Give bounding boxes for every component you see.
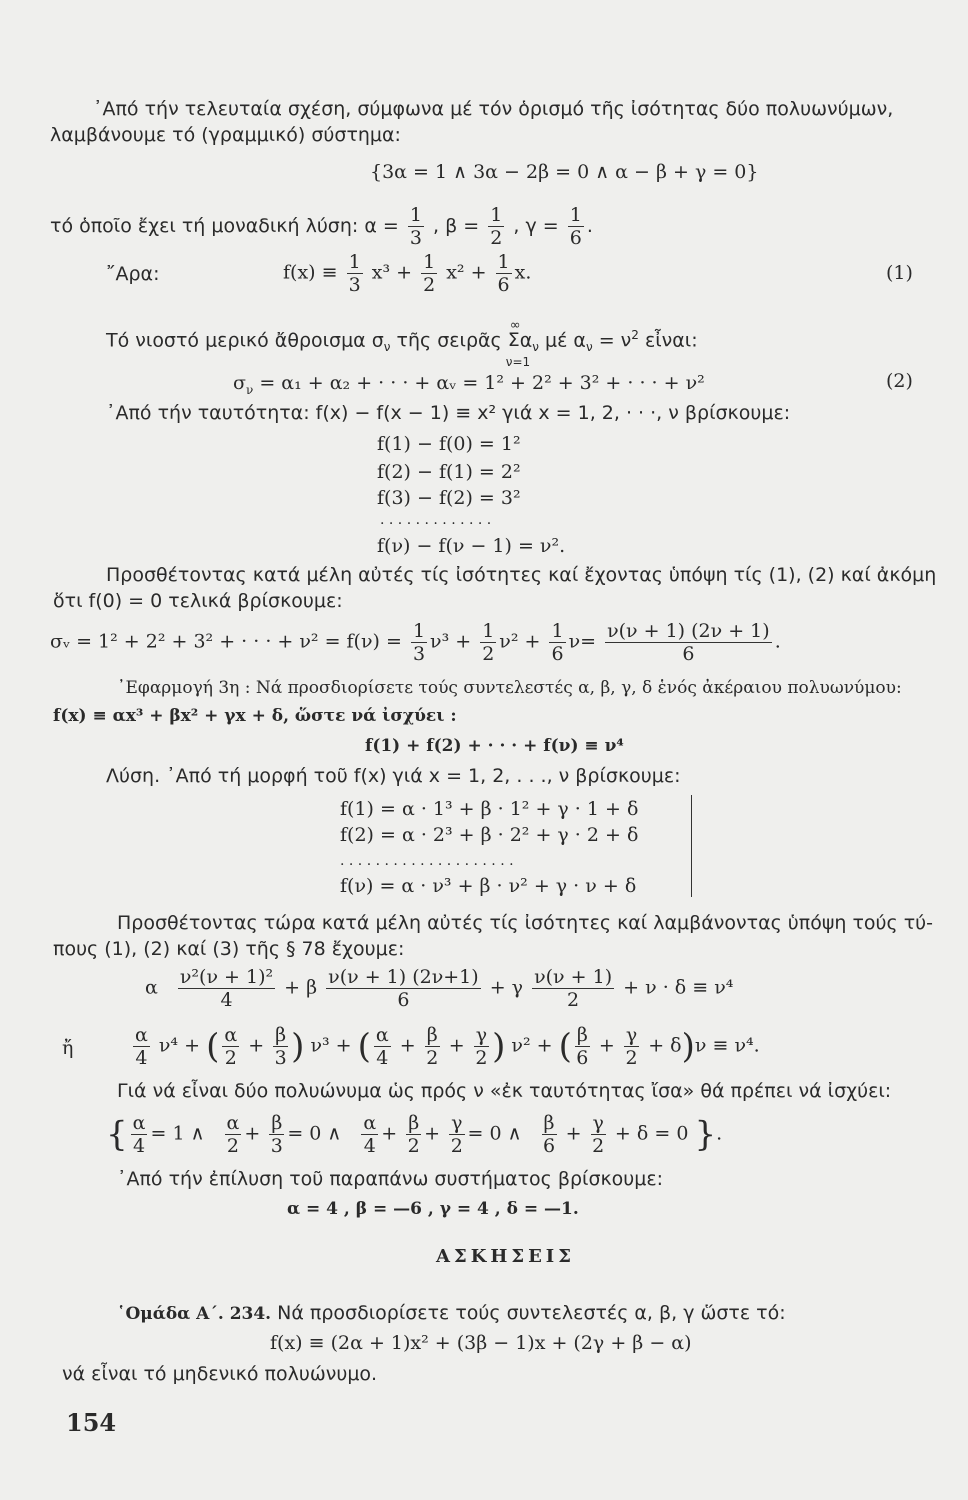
diff-row: . . . . . . . . . . . . .	[380, 512, 492, 528]
text-line: Γιά νά εἶναι δύο πολυώνυμα ὡς πρός ν «ἐκ ταυτότητας ἴσα» θά πρέπει νά ἰσχύει:	[117, 1080, 892, 1102]
application-title: ᾿Εφαρμογή 3η : Νά προσδιορίσετε τούς συντελεστές α, β, γ, δ ἑνός ἀκέραιου πολυωνύμου:	[117, 678, 902, 698]
eta-label: ἤ	[62, 1037, 74, 1059]
fx-equation: f(x) ≡ $\frac{1}{3}$ x³ + $\frac{1}{2}$ x² + $\frac{1}{6}$ x.	[283, 251, 532, 296]
application-line: f(x) ≡ αx³ + βx² + γx + δ, ὥστε νά ἰσχύει :	[53, 706, 457, 726]
f-row: . . . . . . . . . . . . . . . . . . . .	[340, 853, 514, 869]
equation-number: (2)	[886, 370, 913, 392]
sum-bottom: ν=1	[505, 355, 531, 370]
equation-number: (1)	[886, 262, 913, 284]
f-row: f(1) = α · 1³ + β · 1² + γ · 1 + δ	[340, 798, 639, 820]
text-line: Προσθέτοντας κατά μέλη αὐτές τίς ἰσότητες καί ἔχοντας ὑπόψη τίς (1), (2) καί ἀκόμη	[106, 564, 937, 586]
exercise-label: ῾Ομάδα Α΄. 234.	[117, 1304, 272, 1324]
solution-text: τό ὁποῖο ἔχει τή μοναδική λύση: α =	[50, 215, 399, 237]
text-line: ᾿Από τήν ἐπίλυση τοῦ παραπάνω συστήματος βρίσκουμε:	[117, 1168, 664, 1190]
final-solution: α = 4 , β = —6 , γ = 4 , δ = —1.	[287, 1199, 579, 1219]
diff-row: f(2) − f(1) = 2²	[377, 461, 521, 483]
ara-label: ῎Αρα:	[106, 263, 160, 285]
fx-label: f(x) ≡	[283, 261, 338, 284]
section-title: ΑΣΚΗΣΕΙΣ	[436, 1246, 575, 1267]
text-line: νά εἶναι τό μηδενικό πολυώνυμο.	[62, 1363, 378, 1385]
application-line: f(1) + f(2) + · · · + f(ν) ≡ ν⁴	[365, 736, 624, 756]
text-line: τό ὁποῖο ἔχει τή μοναδική λύση: α = $\frac{1}{3}$ , β = $\frac{1}{2}$ , γ = $\frac{1}{6}$ .	[50, 204, 593, 249]
text-line: ᾿Από τήν ταυτότητα: f(x) − f(x − 1) ≡ x² γιά x = 1, 2, · · ·, ν βρίσκουμε:	[106, 402, 791, 424]
text-line: Τό νιοστό μερικό ἄθροισμα $\sigma_\nu$ τῆς σειρᾶς ∞ Σ ν=1 $\alpha_\nu$ μέ $\alpha_\nu = \nu^2$ εἶναι:	[106, 322, 698, 360]
fraction: $\frac{1}{6}$	[569, 204, 582, 249]
solution-line: Λύση. ᾿Από τή μορφή τοῦ f(x) γιά x = 1, 2, . . ., ν βρίσκουμε:	[106, 765, 681, 787]
solution-g: , γ =	[513, 215, 559, 237]
diff-row: f(1) − f(0) = 1²	[377, 433, 521, 455]
fraction: $\frac{1}{3}$	[409, 204, 422, 249]
diff-row: f(3) − f(2) = 3²	[377, 487, 521, 509]
text-line: πους (1), (2) καί (3) τῆς § 78 ἔχουμε:	[53, 938, 405, 960]
text-line: λαμβάνουμε τό (γραμμικό) σύστημα:	[50, 124, 401, 146]
page-number: 154	[66, 1408, 117, 1437]
text-line: ᾿Από τήν τελευταία σχέση, σύμφωνα μέ τόν ὁρισμό τῆς ἰσότητας δύο πολυωνύμων,	[93, 98, 894, 120]
sum-equation: α $\frac{\text{ν²(ν + 1)²}}{4}$ + β $\frac{\nu(\nu + 1) (2\nu+1)}{6}$ + γ $\frac{\nu(\nu + 1)}{2}$ + ν · δ ≡ ν⁴	[145, 966, 734, 1011]
text-line: ὅτι f(0) = 0 τελικά βρίσκουμε:	[53, 590, 343, 612]
f-row: f(2) = α · 2³ + β · 2² + γ · 2 + δ	[340, 824, 639, 846]
solution-b: , β =	[433, 215, 480, 237]
f-row: f(ν) = α · ν³ + β · ν² + γ · ν + δ	[340, 875, 637, 897]
exercise-line: ῾Ομάδα Α΄. 234. Νά προσδιορίσετε τούς συντελεστές α, β, γ ὥστε τό:	[117, 1302, 786, 1324]
exercise-equation: f(x) ≡ (2α + 1)x² + (3β − 1)x + (2γ + β − α)	[270, 1332, 692, 1354]
sum-top: ∞	[509, 318, 521, 334]
right-brace	[691, 795, 692, 897]
expanded-equation: $\frac{\alpha}{4}$ ν⁴ + ( $\frac{\alpha}{2}$ + $\frac{\beta}{3}$ ) ν³ + ( $\frac{\alpha}{4}$ + $\frac{\beta}{2}$ + $\frac{\gamma}{2}$ ) ν² + ( $\frac{\beta}{6}$ + $\frac{\gamma}{2}$ + δ)ν ≡ ν⁴.	[135, 1024, 760, 1069]
text-line: Προσθέτοντας τώρα κατά μέλη αὐτές τίς ἰσότητες καί λαμβάνοντας ὑπόψη τούς τύ-	[117, 912, 933, 934]
sum-result-equation: σᵥ = 1² + 2² + 3² + · · · + ν² = f(ν) = $\frac{1}{3}$ ν³ + $\frac{1}{2}$ ν² + $\frac{1}{6}$ ν= $\frac{\nu(\nu + 1) (2\nu + 1)}{6}$ .	[50, 620, 781, 665]
system-equation: {3α = 1 ∧ 3α − 2β = 0 ∧ α − β + γ = 0}	[370, 161, 759, 183]
diff-row: f(ν) − f(ν − 1) = ν².	[377, 535, 566, 557]
condition-system: { $\frac{\alpha}{4}$ = 1 ∧ $\frac{\alpha}{2}$ + $\frac{\beta}{3}$ = 0 ∧ $\frac{\alpha}{4}$ + $\frac{\beta}{2}$ + $\frac{\gamma}{2}$ = 0 ∧ $\frac{\beta}{6}$ + $\frac{\gamma}{2}$ + δ = 0 }.	[106, 1112, 723, 1157]
fraction: $\frac{1}{2}$	[490, 204, 503, 249]
sigma-equation: $\sigma_\nu = \alpha_1 + \alpha_2$ + · · · + αᵥ = 1² + 2² + 3² + · · · + ν²	[233, 372, 705, 397]
